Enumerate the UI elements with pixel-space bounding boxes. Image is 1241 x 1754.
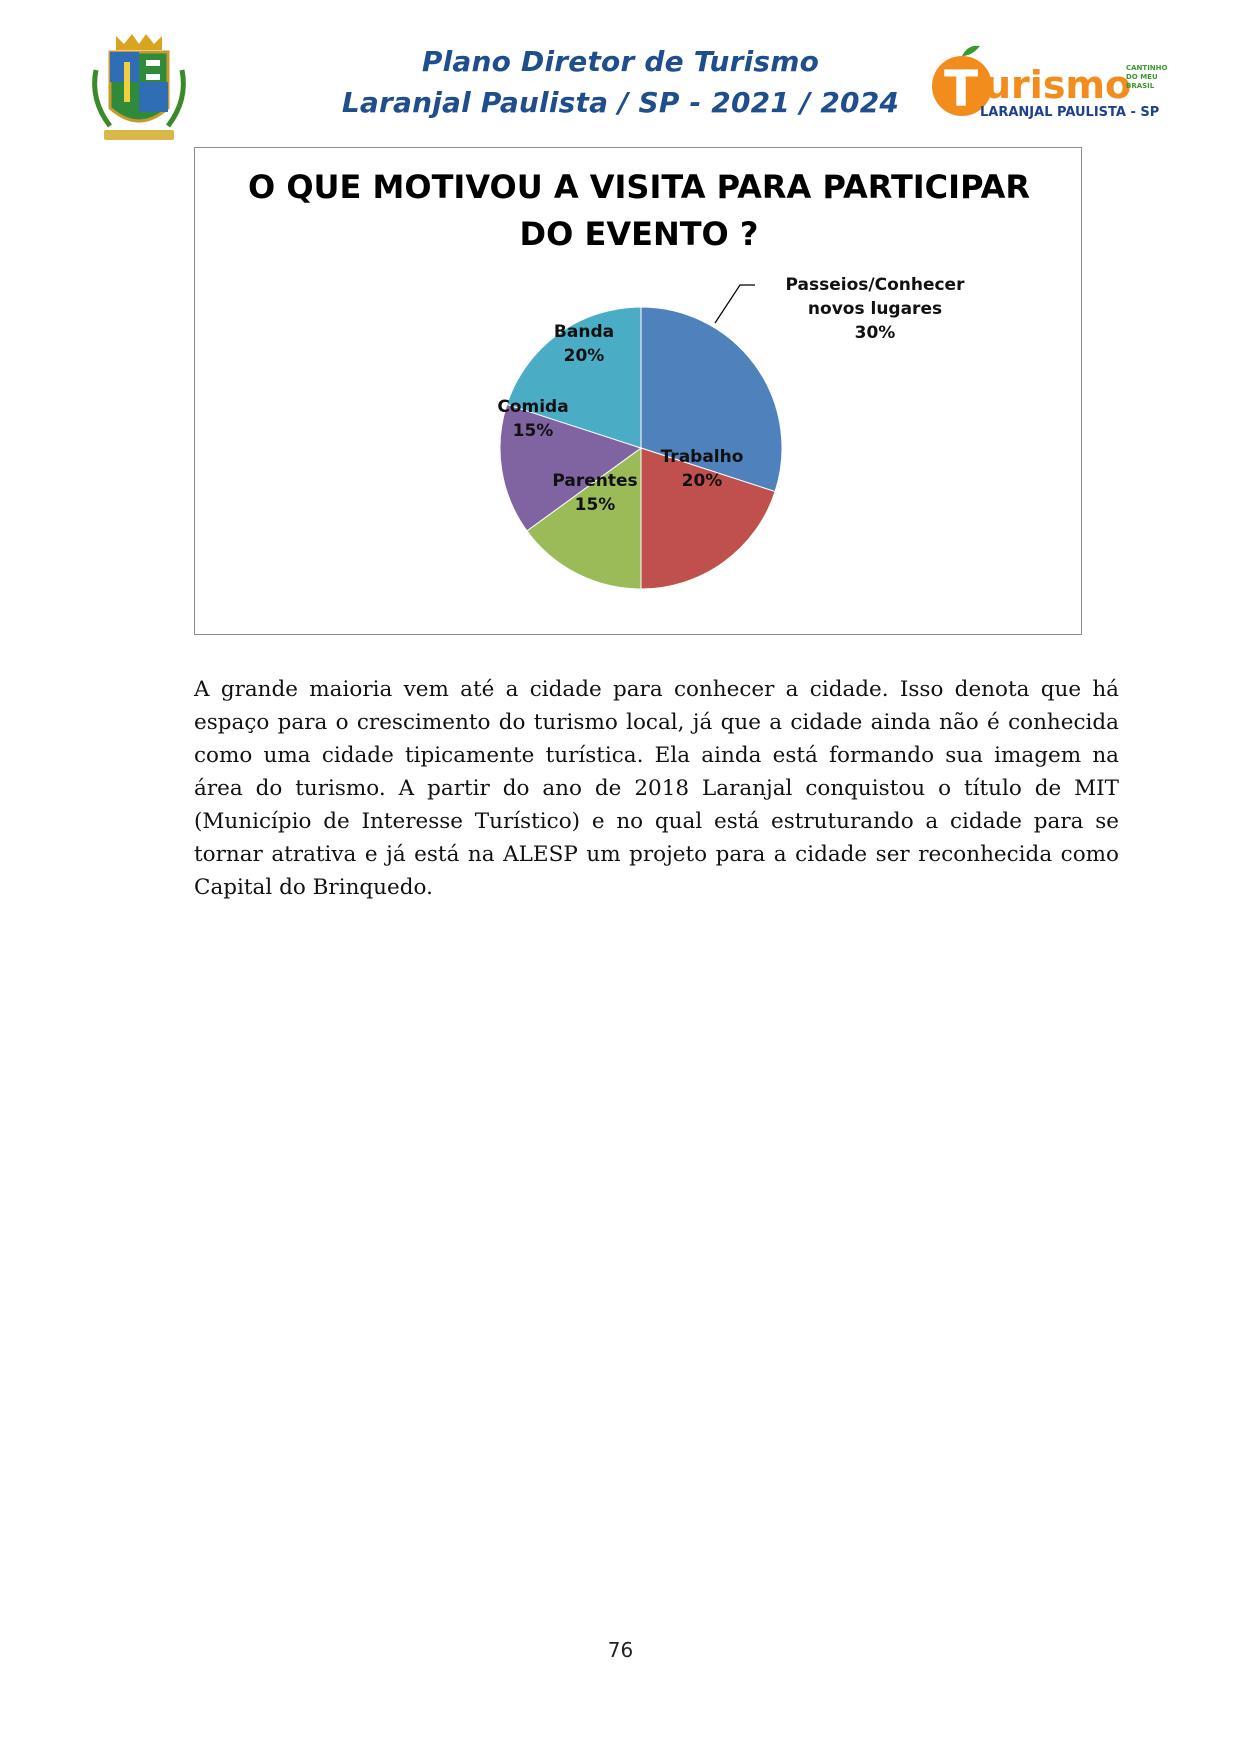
chart-title-line-1: O QUE MOTIVOU A VISITA PARA PARTICIPAR bbox=[248, 168, 1030, 206]
svg-text:urismo: urismo bbox=[984, 63, 1132, 107]
slice-label-3-line-2: 15% bbox=[574, 495, 616, 515]
page-number: 76 bbox=[607, 1638, 634, 1662]
slice-label-5-line-2: 20% bbox=[563, 346, 605, 366]
slice-label-4-line-2: 15% bbox=[512, 421, 554, 441]
chart-title-line-2: DO EVENTO ? bbox=[519, 215, 759, 253]
slice-label-1-line-3: 30% bbox=[854, 323, 896, 343]
slice-label-2-line-1: Trabalho bbox=[660, 447, 744, 467]
body-paragraph: A grande maioria vem até a cidade para conhecer a cidade. Isso denota que há espaço para o crescimento do turismo local, já que a cidade ainda não é conhecida como uma cidade tipicamente turística. Ela ainda está formando sua imagem na área do turismo. A partir do ano de 2018 Laranjal conquistou o título de MIT (Município de Interesse Turístico) e no qual está estruturando a cidade para se tornar atrativa e já está na ALESP um projeto para a cidade ser reconhecida como Capital do Brinquedo. bbox=[194, 677, 1119, 900]
svg-text:LARANJAL PAULISTA - SP: LARANJAL PAULISTA - SP bbox=[980, 105, 1160, 120]
svg-text:CANTINHO: CANTINHO bbox=[1126, 64, 1168, 72]
svg-text:T: T bbox=[944, 60, 979, 118]
slice-label-1-line-2: novos lugares bbox=[807, 299, 943, 319]
slice-label-2-line-2: 20% bbox=[681, 471, 723, 491]
leader-line-1 bbox=[715, 285, 755, 323]
slice-label-3-line-1: Parentes bbox=[552, 471, 638, 491]
slice-label-1-line-1: Passeios/Conhecer bbox=[785, 275, 965, 295]
svg-text:DO MEU: DO MEU bbox=[1126, 73, 1158, 81]
pie-chart bbox=[195, 148, 1083, 636]
svg-text:BRASIL: BRASIL bbox=[1126, 82, 1155, 90]
document-title: Plano Diretor de Turismo bbox=[421, 45, 820, 78]
pie-chart-frame bbox=[194, 147, 1082, 635]
slice-label-4-line-1: Comida bbox=[497, 397, 569, 417]
document-subtitle: Laranjal Paulista / SP - 2021 / 2024 bbox=[341, 86, 900, 119]
turismo-logo-icon bbox=[922, 40, 1168, 126]
slice-label-5-line-1: Banda bbox=[553, 322, 615, 342]
